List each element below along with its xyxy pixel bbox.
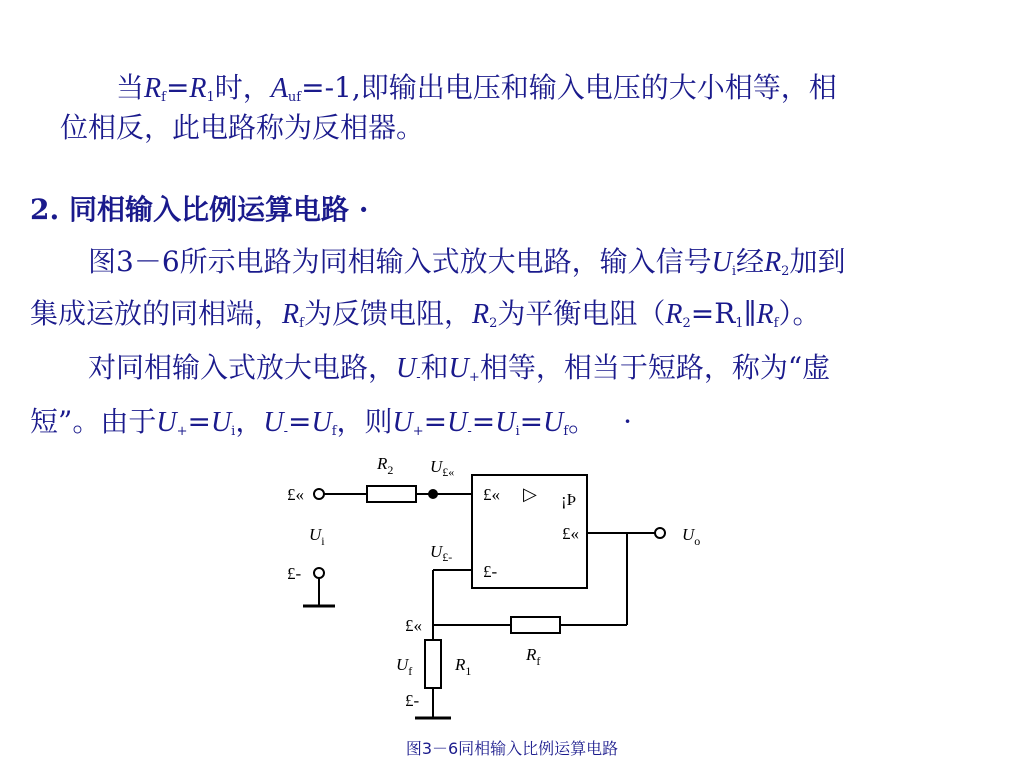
text: 时， [214, 71, 271, 104]
para2-line1 [88, 244, 845, 290]
var-u-plus: U [448, 353, 469, 384]
text: 位相反，此电路称为反相器。 [60, 111, 425, 144]
text: = [187, 405, 211, 438]
var-ui: U [711, 247, 732, 278]
text: 当 [116, 71, 145, 104]
text: = [423, 405, 448, 438]
dot: · [623, 405, 632, 438]
sub: i [731, 264, 737, 279]
var: U [210, 407, 232, 438]
var: U [392, 407, 413, 438]
text: ，则 [336, 405, 393, 438]
var: U [311, 407, 332, 438]
opamp-infinity-label: ¡Þ [561, 490, 577, 509]
text: =R [690, 297, 736, 330]
var-r2: R [764, 247, 782, 278]
var-r1: R [189, 73, 207, 104]
sub: i [231, 424, 236, 439]
var-u-minus: U [396, 353, 417, 384]
sub: - [283, 424, 288, 439]
sub: 2 [781, 264, 790, 279]
u-minus-label: $U_{£-}$ [430, 542, 453, 564]
sub: 1 [735, 316, 744, 331]
sub: 2 [489, 316, 498, 331]
opamp-minus-label: £- [483, 562, 498, 581]
opamp-plus-label: £« [483, 485, 500, 504]
para3-line2 [30, 404, 632, 450]
output-terminal [655, 528, 665, 538]
text: 为反馈电阻， [303, 297, 472, 330]
text: = [288, 405, 312, 438]
input-minus-terminal [314, 568, 324, 578]
heading-dot: · [358, 193, 369, 226]
var: U [543, 407, 564, 438]
text: 为平衡电阻（ [497, 297, 666, 330]
r2-label: $R_2$ [377, 454, 394, 477]
heading-text: 同相输入比例运算电路 [68, 193, 349, 226]
text: = [165, 71, 190, 104]
sub: 2 [682, 316, 691, 331]
ui-label: $U_i$ [309, 525, 325, 548]
uo-label: $U_o$ [682, 525, 701, 548]
input-plus-label: £« [287, 485, 304, 504]
parallel-symbol: ∥ [743, 297, 757, 330]
text: 经 [736, 245, 765, 278]
sub: i [515, 424, 520, 439]
sub: - [467, 424, 472, 439]
opamp-output-label: £« [562, 524, 579, 543]
junction-dot [429, 490, 437, 498]
para2-line2 [30, 296, 820, 342]
para1-line2 [60, 110, 424, 146]
rf-resistor [511, 617, 560, 633]
var: U [495, 407, 516, 438]
r1-resistor [425, 640, 441, 688]
var: U [447, 407, 468, 438]
sub: f [161, 90, 166, 105]
heading-number: 2. [30, 193, 60, 226]
text: 图3－6所示电路为同相输入式放大电路，输入信号 [88, 245, 712, 278]
text: 对同相输入式放大电路， [88, 351, 397, 384]
u-plus-label: $U_{£«}$ [430, 457, 455, 479]
sub: f [331, 424, 337, 439]
var: U [156, 407, 177, 438]
var: U [263, 407, 284, 438]
text: = [471, 405, 496, 438]
sub: f [773, 316, 779, 331]
var-rf: R [144, 73, 162, 104]
sub: f [299, 316, 304, 331]
text: 相等，相当于短路，称为“虚 [479, 351, 831, 384]
text: 短”。由于 [30, 405, 157, 438]
para3-line1 [88, 350, 830, 396]
input-minus-label: £- [287, 564, 302, 583]
feedback-minus-label: £- [405, 691, 420, 710]
var-rf: R [282, 299, 300, 330]
sub: - [416, 370, 421, 385]
op-amp [472, 475, 587, 588]
text: 和 [420, 351, 449, 384]
text: 。 [568, 405, 597, 438]
feedback-plus-label: £« [405, 616, 422, 635]
text: ）。 [778, 297, 821, 330]
sub: + [412, 424, 424, 439]
opamp-triangle-icon: ▷ [523, 484, 537, 504]
sub: uf [287, 90, 302, 105]
input-plus-terminal [314, 489, 324, 499]
section-heading [30, 192, 369, 228]
var-rf: R [756, 299, 774, 330]
text: =-1,即输出电压和输入电压的大小相等，相 [301, 71, 837, 104]
text: 加到 [789, 245, 846, 278]
text: 集成运放的同相端， [30, 297, 283, 330]
text: ， [235, 405, 264, 438]
sub: + [468, 370, 480, 385]
var-auf: A [270, 73, 288, 104]
sub: + [176, 424, 188, 439]
r1-label: $R_1$ [455, 655, 472, 678]
text: = [519, 405, 544, 438]
var-r2: R [665, 299, 683, 330]
r2-resistor [367, 486, 416, 502]
uf-label: $U_f$ [396, 655, 413, 678]
sub: f [563, 424, 569, 439]
sub: 1 [206, 90, 215, 105]
var-r2: R [471, 299, 490, 330]
rf-label: $R_f$ [526, 645, 541, 668]
figure-caption: 图3－6同相输入比例运算电路 [405, 739, 619, 758]
